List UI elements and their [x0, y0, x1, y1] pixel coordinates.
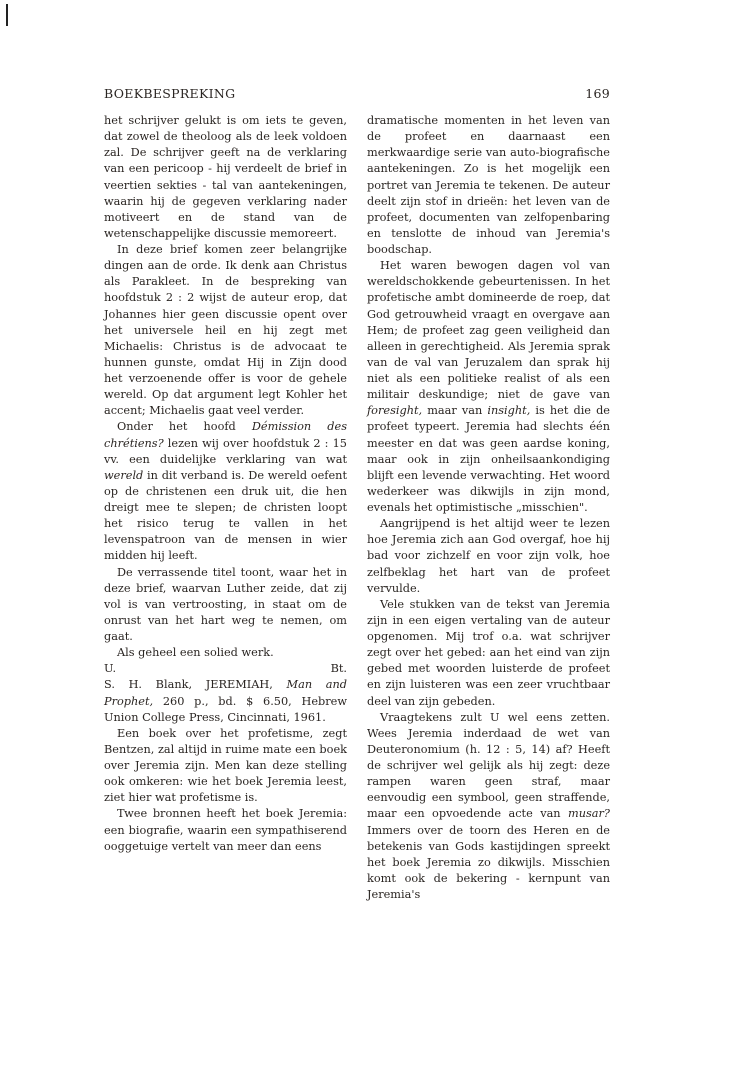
paragraph [367, 258, 610, 516]
book-citation [104, 677, 347, 725]
paragraph: Als geheel een solied werk. [117, 646, 274, 660]
italic-title: Man and Prophet, [104, 678, 347, 708]
text-run: Het waren bewogen dagen vol van wereldschokkende gebeurtenissen. In het profetische ambt domineerde de roep, dat God getrouwheid vraagt en overgave aan Hem; de profeet zag geen veiligheid dan alleen in gerechtigheid. Als Jeremia sprak van de val van Jeruzalem dan sprak hij niet als een politieke realist of als een militair deskundige; niet de gave van [367, 259, 610, 402]
paragraph: Aangrijpend is het altijd weer te lezen hoe Jeremia zich aan God overgaf, hoe hij bad voor zichzelf en voor zijn volk, hoe zelfbeklag het hart van de profeet vervulde. [367, 517, 610, 595]
paragraph [104, 419, 347, 564]
paragraph [367, 710, 610, 904]
text-run: maar van [422, 404, 488, 418]
text-run: in dit verband is. De wereld oefent op de christenen een druk uit, die hen dreigt mee te slepen; de christen loopt het risico terug te vallen in het levenspatroon van de mensen in wier midden hij leeft. [104, 468, 347, 563]
text-run: lezen wij over hoofdstuk 2 : 15 vv. een duidelijke verklaring van wat [104, 436, 347, 466]
italic-word: wereld [104, 468, 144, 482]
text-run: S. H. Blank, JEREMIAH, [104, 678, 287, 692]
page-number: 169 [585, 86, 610, 101]
italic-word: musar? [568, 807, 610, 821]
paragraph: Een boek over het profetisme, zegt Bentzen, zal altijd in ruime mate een boek over Jeremia zijn. Men kan deze stelling ook omkeren: wie het boek Jeremia leest, ziet hier wat profetisme is. [104, 726, 347, 805]
paragraph: In deze brief komen zeer belangrijke dingen aan de orde. Ik denk aan Christus als Parakleet. In de bespreking van hoofdstuk 2 : 2 wijst de auteur erop, dat Johannes hier geen discussie opent over het universele heil en hij zegt met Michaelis: Christus is de advocaat te hunnen gunste, omdat Hij in Zijn dood het verzoenende offer is voor de gehele wereld. Op dat argument legt Kohler het accent; Michaelis gaat veel verder. [104, 243, 347, 418]
paragraph: het schrijver gelukt is om iets te geven, dat zowel de theoloog als de leek voldoen zal. De schrijver geeft na de verklaring van een pericoop - hij verdeelt de brief in veertien sekties - tal van aantekeningen, waarin hij de gegeven verklaring nader motiveert en de stand van de wetenschappelijke discussie memoreert. [104, 114, 347, 240]
paragraph: De verrassende titel toont, waar het in deze brief, waarvan Luther zeide, dat zij vol is van vertroosting, in staat om de onrust van het hart weg te nemen, om gaat. [104, 565, 347, 643]
text-run: Immers over de toorn des Heren en de betekenis van Gods kastijdingen spreekt het boek Jeremia zo dikwijls. Misschien komt ook de bekering - kernpunt van Jeremia's [367, 823, 610, 901]
paragraph: Twee bronnen heeft het boek Jeremia: een biografie, waarin een sympathiserend ooggetuige vertelt van meer dan eens [104, 807, 347, 853]
text-run: Onder het hoofd [117, 420, 252, 434]
signature-initial: U. [104, 662, 117, 676]
right-column [367, 113, 610, 903]
running-title: BOEKBESPREKING [104, 86, 236, 101]
italic-word: foresight, [367, 404, 423, 418]
signature-author: Bt. [330, 662, 347, 676]
text-run: 260 p., bd. $ 6.50, Hebrew Union College Press, Cincinnati, 1961. [104, 694, 347, 724]
italic-title: Démission des chrétiens? [104, 420, 347, 450]
paragraph: dramatische momenten in het leven van de profeet en daarnaast een merkwaardige serie van auto-biografische aantekeningen. Zo is het mogelijk een portret van Jeremia te tekenen. De auteur deelt zijn stof in drieën: het leven van de profeet, documenten van zelfopenbaring en tenslotte de inhoud van Jeremia's boodschap. [367, 114, 610, 256]
scan-edge-mark [6, 4, 8, 26]
page-header [104, 86, 610, 106]
left-column [104, 113, 347, 855]
italic-word: insight, [487, 404, 531, 418]
paragraph: Vele stukken van de tekst van Jeremia zijn in een eigen vertaling van de auteur opgenomen. Mij trof o.a. wat schrijver zegt over het gebed: aan het eind van zijn gebed met woorden luisterde de profeet en zijn luisteren was een zeer vruchtbaar deel van zijn gebeden. [367, 597, 610, 708]
review-signature [104, 661, 347, 677]
text-run: Vraagtekens zult U wel eens zetten. Wees Jeremia inderdaad de wet van Deuteronomium (h. 12 : 5, 14) af? Heeft de schrijver wel gelijk als hij zegt: deze rampen waren geen straf, maar eenvoudig een symbool, geen straffende, maar een opvoedende acte van [367, 710, 610, 821]
text-run: is het die de profeet typeert. Jeremia had slechts één meester en dat was geen aardse koning, maar ook in zijn onheilsaankondiging blijft een levende verwachting. Het woord wederkeer was dikwijls in zijn mond, evenals het optimistische „misschien". [367, 404, 610, 514]
